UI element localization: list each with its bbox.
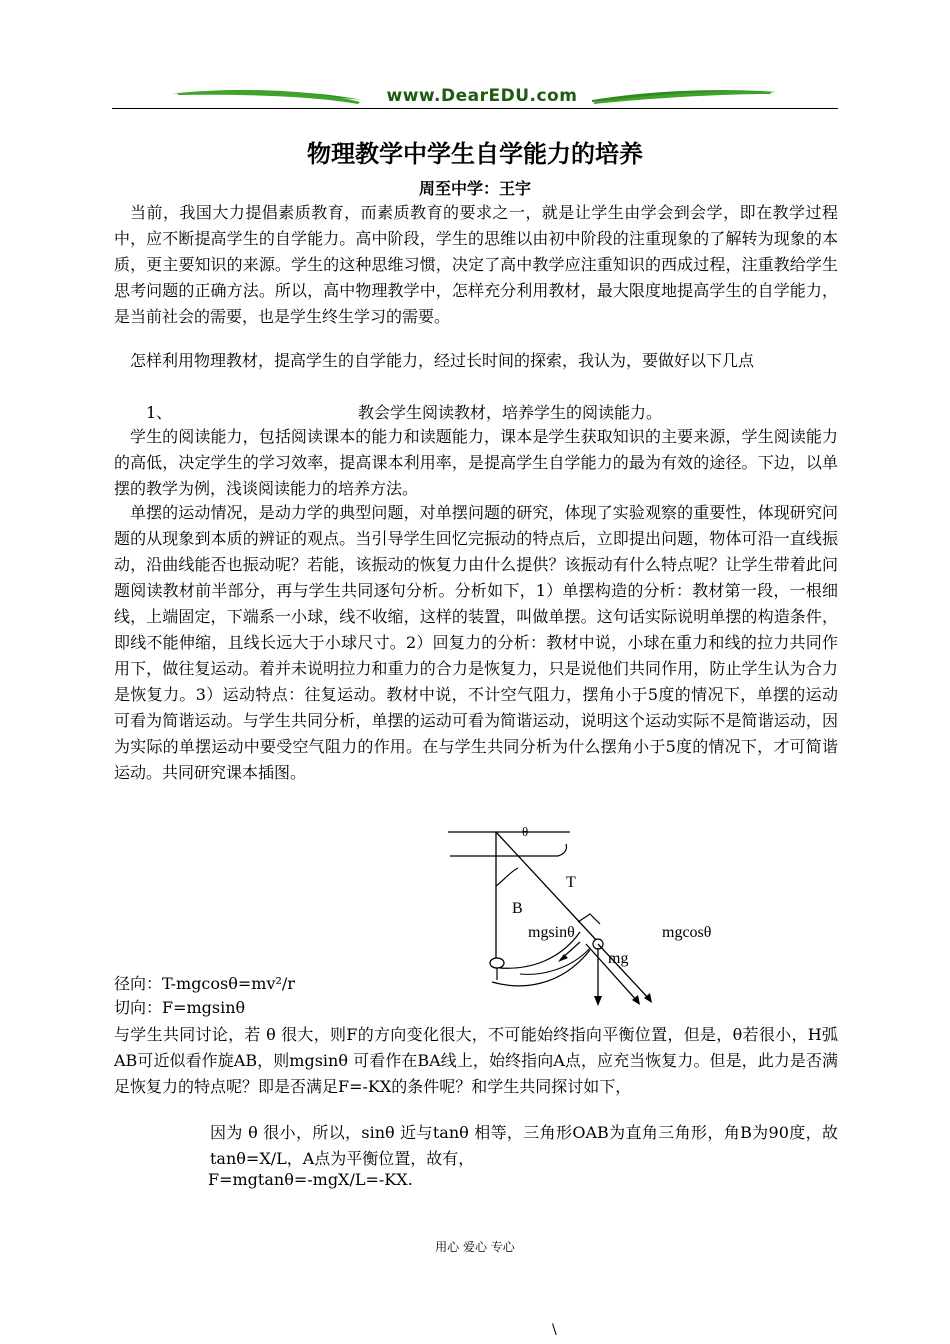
paragraph-small-angle	[114, 1120, 838, 1172]
paragraph-reading: 学生的阅读能力，包括阅读课本的能力和读题能力，课本是学生获取知识的主要来源，学生阅读能力的高低，决定学生的学习效率，提高课本利用率，是提高学生自学能力的最为有效的途径。下边，以单摆的教学为例，浅谈阅读能力的培养方法。	[114, 427, 838, 498]
diagram-label-b: B	[512, 900, 523, 917]
diagram-label-theta: θ	[522, 824, 529, 839]
equation-tangential: 切向：F=mgsinθ	[114, 998, 246, 1017]
site-header	[112, 80, 838, 112]
diagram-label-mgcos: mgcosθ	[662, 924, 712, 941]
corner-mark: \	[552, 1322, 557, 1338]
diagram-label-mgsin: mgsinθ	[528, 924, 575, 941]
list-item-number: 1、	[146, 403, 173, 422]
paragraph-pendulum: 单摆的运动情况，是动力学的典型问题，对单摆问题的研究，体现了实验观察的重要性，体现研究问题的从现象到本质的辨证的观点。当引导学生回忆完振动的特点后，立即提出问题，物体可沿一直线振动，沿曲线能否也振动呢？若能，该振动的恢复力由什么提供？该振动有什么特点呢？让学生带着此问题阅读教材前半部分，再与学生共同逐句分析。分析如下，1）单摆构造的分析：教材第一段，一根细线，上端固定，下端系一小球，线不收缩，这样的装置，叫做单摆。这句话实际说明单摆的构造条件，即线不能伸缩，且线长远大于小球尺寸。2）回复力的分析：教材中说，小球在重力和线的拉力共同作用下，做往复运动。着并未说明拉力和重力的合力是恢复力，只是说他们共同作用，防止学生认为合力是恢复力。3）运动特点：往复运动。教材中说，不计空气阻力，摆角小于5度的情况下，单摆的运动可看为简谐运动。与学生共同分析，单摆的运动可看为简谐运动，说明这个运动实际不是简谐运动，因为实际的单摆运动中要受空气阻力的作用。在与学生共同分析为什么摆角小于5度的情况下，才可简谐运动。共同研究课本插图。	[114, 503, 838, 782]
equation-radial: 径向：T-mgcosθ=mv²/r	[114, 974, 295, 993]
pendulum-diagram	[440, 820, 760, 1024]
header-rule	[112, 108, 838, 109]
list-item-1	[146, 400, 662, 426]
equation-restoring-force: F=mgtanθ=-mgX/L=-KX.	[208, 1170, 413, 1189]
diagram-label-tension: T	[566, 874, 576, 891]
diagram-label-mg: mg	[608, 950, 629, 967]
paragraph-approach: 怎样利用物理教材，提高学生的自学能力，经过长时间的探索，我认为，要做好以下几点	[130, 351, 755, 370]
list-item-text: 教会学生阅读教材，培养学生的阅读能力。	[358, 403, 663, 422]
small-angle-text: 因为 θ 很小，所以，sinθ 近与tanθ 相等，三角形OAB为直角三角形，角B为90度，故tanθ=X/L，A点为平衡位置，故有，	[210, 1123, 838, 1168]
pendulum-figure	[440, 820, 760, 1020]
paragraph-discussion: 与学生共同讨论，若 θ 很大，则F的方向变化很大，不可能始终指向平衡位置，但是，θ若很小，H弧AB可近似看作旋AB，则mgsinθ 可看作在BA线上，始终指向A点，应充当恢复力。但是，此力是否满足恢复力的特点呢？即是否满足F=-KX的条件呢？和学生共同探讨如下，	[114, 1025, 838, 1096]
author-line: 周至中学：王宇	[418, 179, 531, 198]
page-footer: 用心 爱心 专心	[435, 1240, 515, 1254]
paragraph-intro: 当前，我国大力提倡素质教育，而素质教育的要求之一，就是让学生由学会到会学，即在教学过程中，应不断提高学生的自学能力。高中阶段，学生的思维以由初中阶段的注重现象的了解转为现象的本质，更主要知识的来源。学生的这种思维习惯，决定了高中教学应注重知识的西成过程，注重教给学生思考问题的正确方法。所以，高中物理教学中，怎样充分利用教材，最大限度地提高学生的自学能力，是当前社会的需要，也是学生终生学习的需要。	[114, 203, 838, 326]
page-title: 物理教学中学生自学能力的培养	[307, 140, 643, 168]
site-logo-text: www.DearEDU.com	[386, 86, 578, 106]
